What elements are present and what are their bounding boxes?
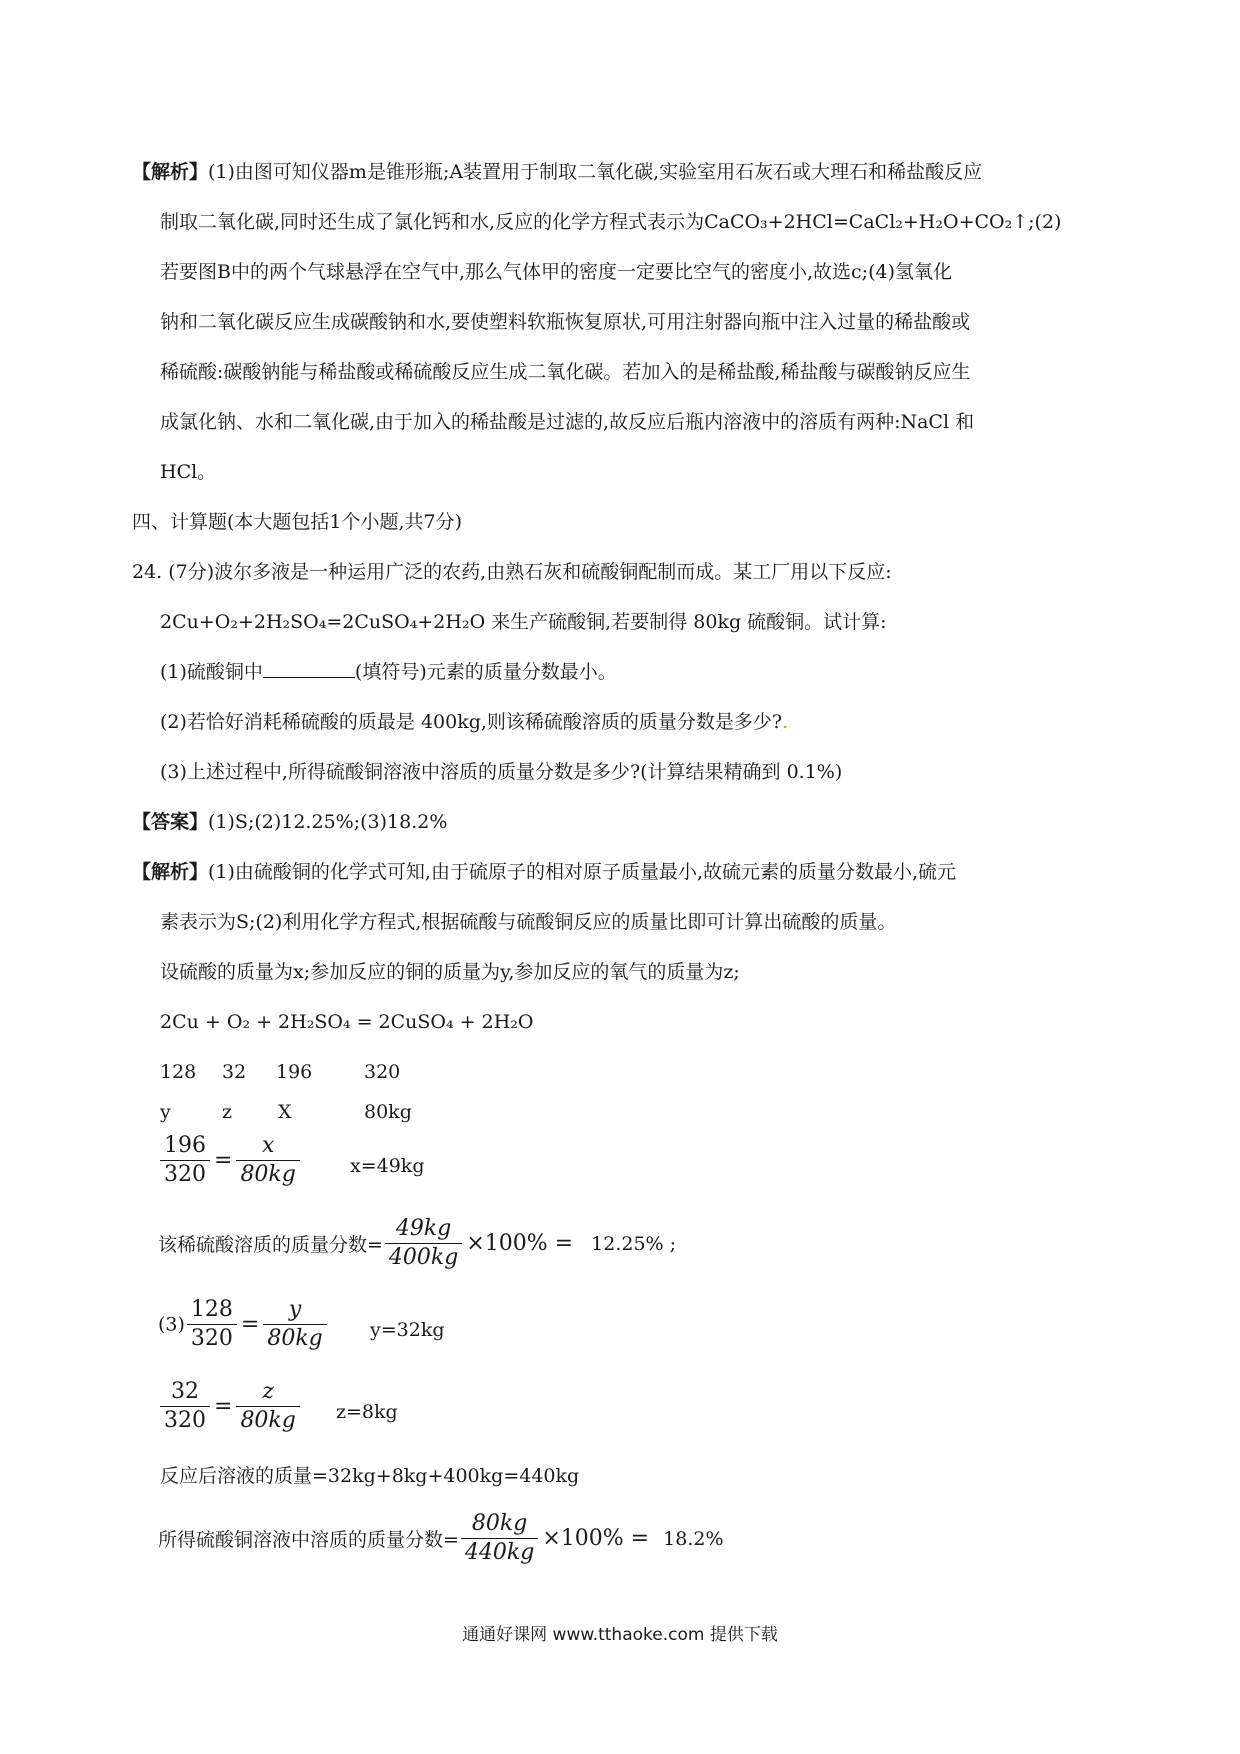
fraction: $\frac{128}{320}$: [187, 1296, 237, 1353]
question-24-part-2: (2)若恰好消耗稀硫酸的质最是 400kg,则该稀硫酸溶质的质量分数是多少?.: [160, 711, 789, 733]
analysis2-line-3: 设硫酸的质量为x;参加反应的铜的质量为y,参加反应的氧气的质量为z;: [160, 961, 740, 983]
solution-mass: 反应后溶液的质量=32kg+8kg+400kg=440kg: [160, 1465, 580, 1487]
analysis-line-6: 成氯化钠、水和二氧化碳,由于加入的稀盐酸是过滤的,故反应后瓶内溶液中的溶质有两种:NaCl 和: [160, 411, 975, 433]
footer-credit: 通通好课网 www.tthaoke.com 提供下载: [462, 1625, 778, 1645]
mass-320: 320: [364, 1061, 401, 1083]
fraction: $\frac{y}{80kg}$: [263, 1296, 326, 1353]
proportion-y: (3) $\frac{128}{320}$ = $\frac{y}{80kg}$: [158, 1296, 329, 1353]
question-24-line-2: 2Cu+O₂+2H₂SO₄=2CuSO₄+2H₂O 来生产硫酸铜,若要制得 80kg 硫酸铜。试计算:: [160, 611, 887, 633]
analysis-line-7: HCl。: [160, 461, 217, 483]
analysis-line-2: 制取二氧化碳,同时还生成了氯化钙和水,反应的化学方程式表示为CaCO₃+2HCl=CaCl₂+H₂O+CO₂↑;(2): [160, 211, 1062, 233]
mass-196: 196: [276, 1061, 313, 1083]
known-80kg: 80kg: [364, 1101, 412, 1123]
answer-line: 【答案】(1)S;(2)12.25%;(3)18.2%: [132, 811, 448, 833]
answer-blank: [263, 659, 355, 678]
fraction: $\frac{196}{320}$: [160, 1132, 210, 1189]
fraction: $\frac{x}{80kg}$: [236, 1132, 299, 1189]
answer-label: 【答案】: [132, 811, 209, 833]
result-z: z=8kg: [336, 1401, 398, 1423]
analysis-line-5: 稀硫酸:碳酸钠能与稀盐酸或稀硫酸反应生成二氧化碳。若加入的是稀盐酸,稀盐酸与碳酸钠反应生: [160, 361, 971, 383]
fraction: $\frac{z}{80kg}$: [236, 1378, 299, 1435]
analysis2-line-1: 【解析】(1)由硫酸铜的化学式可知,由于硫原子的相对原子质量最小,故硫元素的质量分数最小,硫元: [132, 861, 957, 883]
analysis2-line-2: 素表示为S;(2)利用化学方程式,根据硫酸与硫酸铜反应的质量比即可计算出硫酸的质量。: [160, 911, 897, 933]
unknown-x: X: [278, 1101, 292, 1123]
question-24-line-1: 24. (7分)波尔多液是一种运用广泛的农药,由熟石灰和硫酸铜配制而成。某工厂用以下反应:: [132, 561, 892, 583]
result-y: y=32kg: [370, 1319, 445, 1341]
section-heading: 四、计算题(本大题包括1个小题,共7分): [132, 511, 463, 533]
mass-128: 128: [160, 1061, 197, 1083]
fraction: $\frac{49kg}{400kg}$: [385, 1215, 462, 1272]
question-24-part-3: (3)上述过程中,所得硫酸铜溶液中溶质的质量分数是多少?(计算结果精确到 0.1%): [160, 761, 843, 783]
unknown-z: z: [222, 1101, 233, 1123]
analysis-line-4: 钠和二氧化碳反应生成碳酸钠和水,要使塑料软瓶恢复原状,可用注射器向瓶中注入过量的稀盐酸或: [160, 311, 971, 333]
unknown-y: y: [160, 1101, 171, 1123]
proportion-z: $\frac{32}{320}$ = $\frac{z}{80kg}$: [158, 1378, 302, 1435]
question-24-part-1: (1)硫酸铜中 (填符号)元素的质量分数最小。: [160, 661, 617, 683]
analysis-label: 【解析】: [132, 161, 209, 183]
fraction: $\frac{32}{320}$: [160, 1378, 210, 1435]
mass-fraction-2: 所得硫酸铜溶液中溶质的质量分数= $\frac{80kg}{440kg}$ ×100% = 18.2%: [158, 1511, 724, 1565]
analysis-line-3: 若要图B中的两个气球悬浮在空气中,那么气体甲的密度一定要比空气的密度小,故选c;(4)氢氧化: [160, 261, 952, 283]
mass-fraction-1: 该稀硫酸溶质的质量分数= $\frac{49kg}{400kg}$ ×100% = 12.25% ;: [158, 1216, 677, 1270]
analysis-line-1: 【解析】(1)由图可知仪器m是锥形瓶;A装置用于制取二氧化碳,实验室用石灰石或大理石和稀盐酸反应: [132, 161, 983, 183]
mass-32: 32: [222, 1061, 247, 1083]
chemical-equation: 2Cu + O₂ + 2H₂SO₄ = 2CuSO₄ + 2H₂O: [160, 1011, 534, 1033]
analysis-label: 【解析】: [132, 861, 209, 883]
fraction: $\frac{80kg}{440kg}$: [461, 1510, 538, 1567]
result-x: x=49kg: [350, 1155, 425, 1177]
proportion-x: $\frac{196}{320}$ = $\frac{x}{80kg}$: [158, 1132, 302, 1189]
